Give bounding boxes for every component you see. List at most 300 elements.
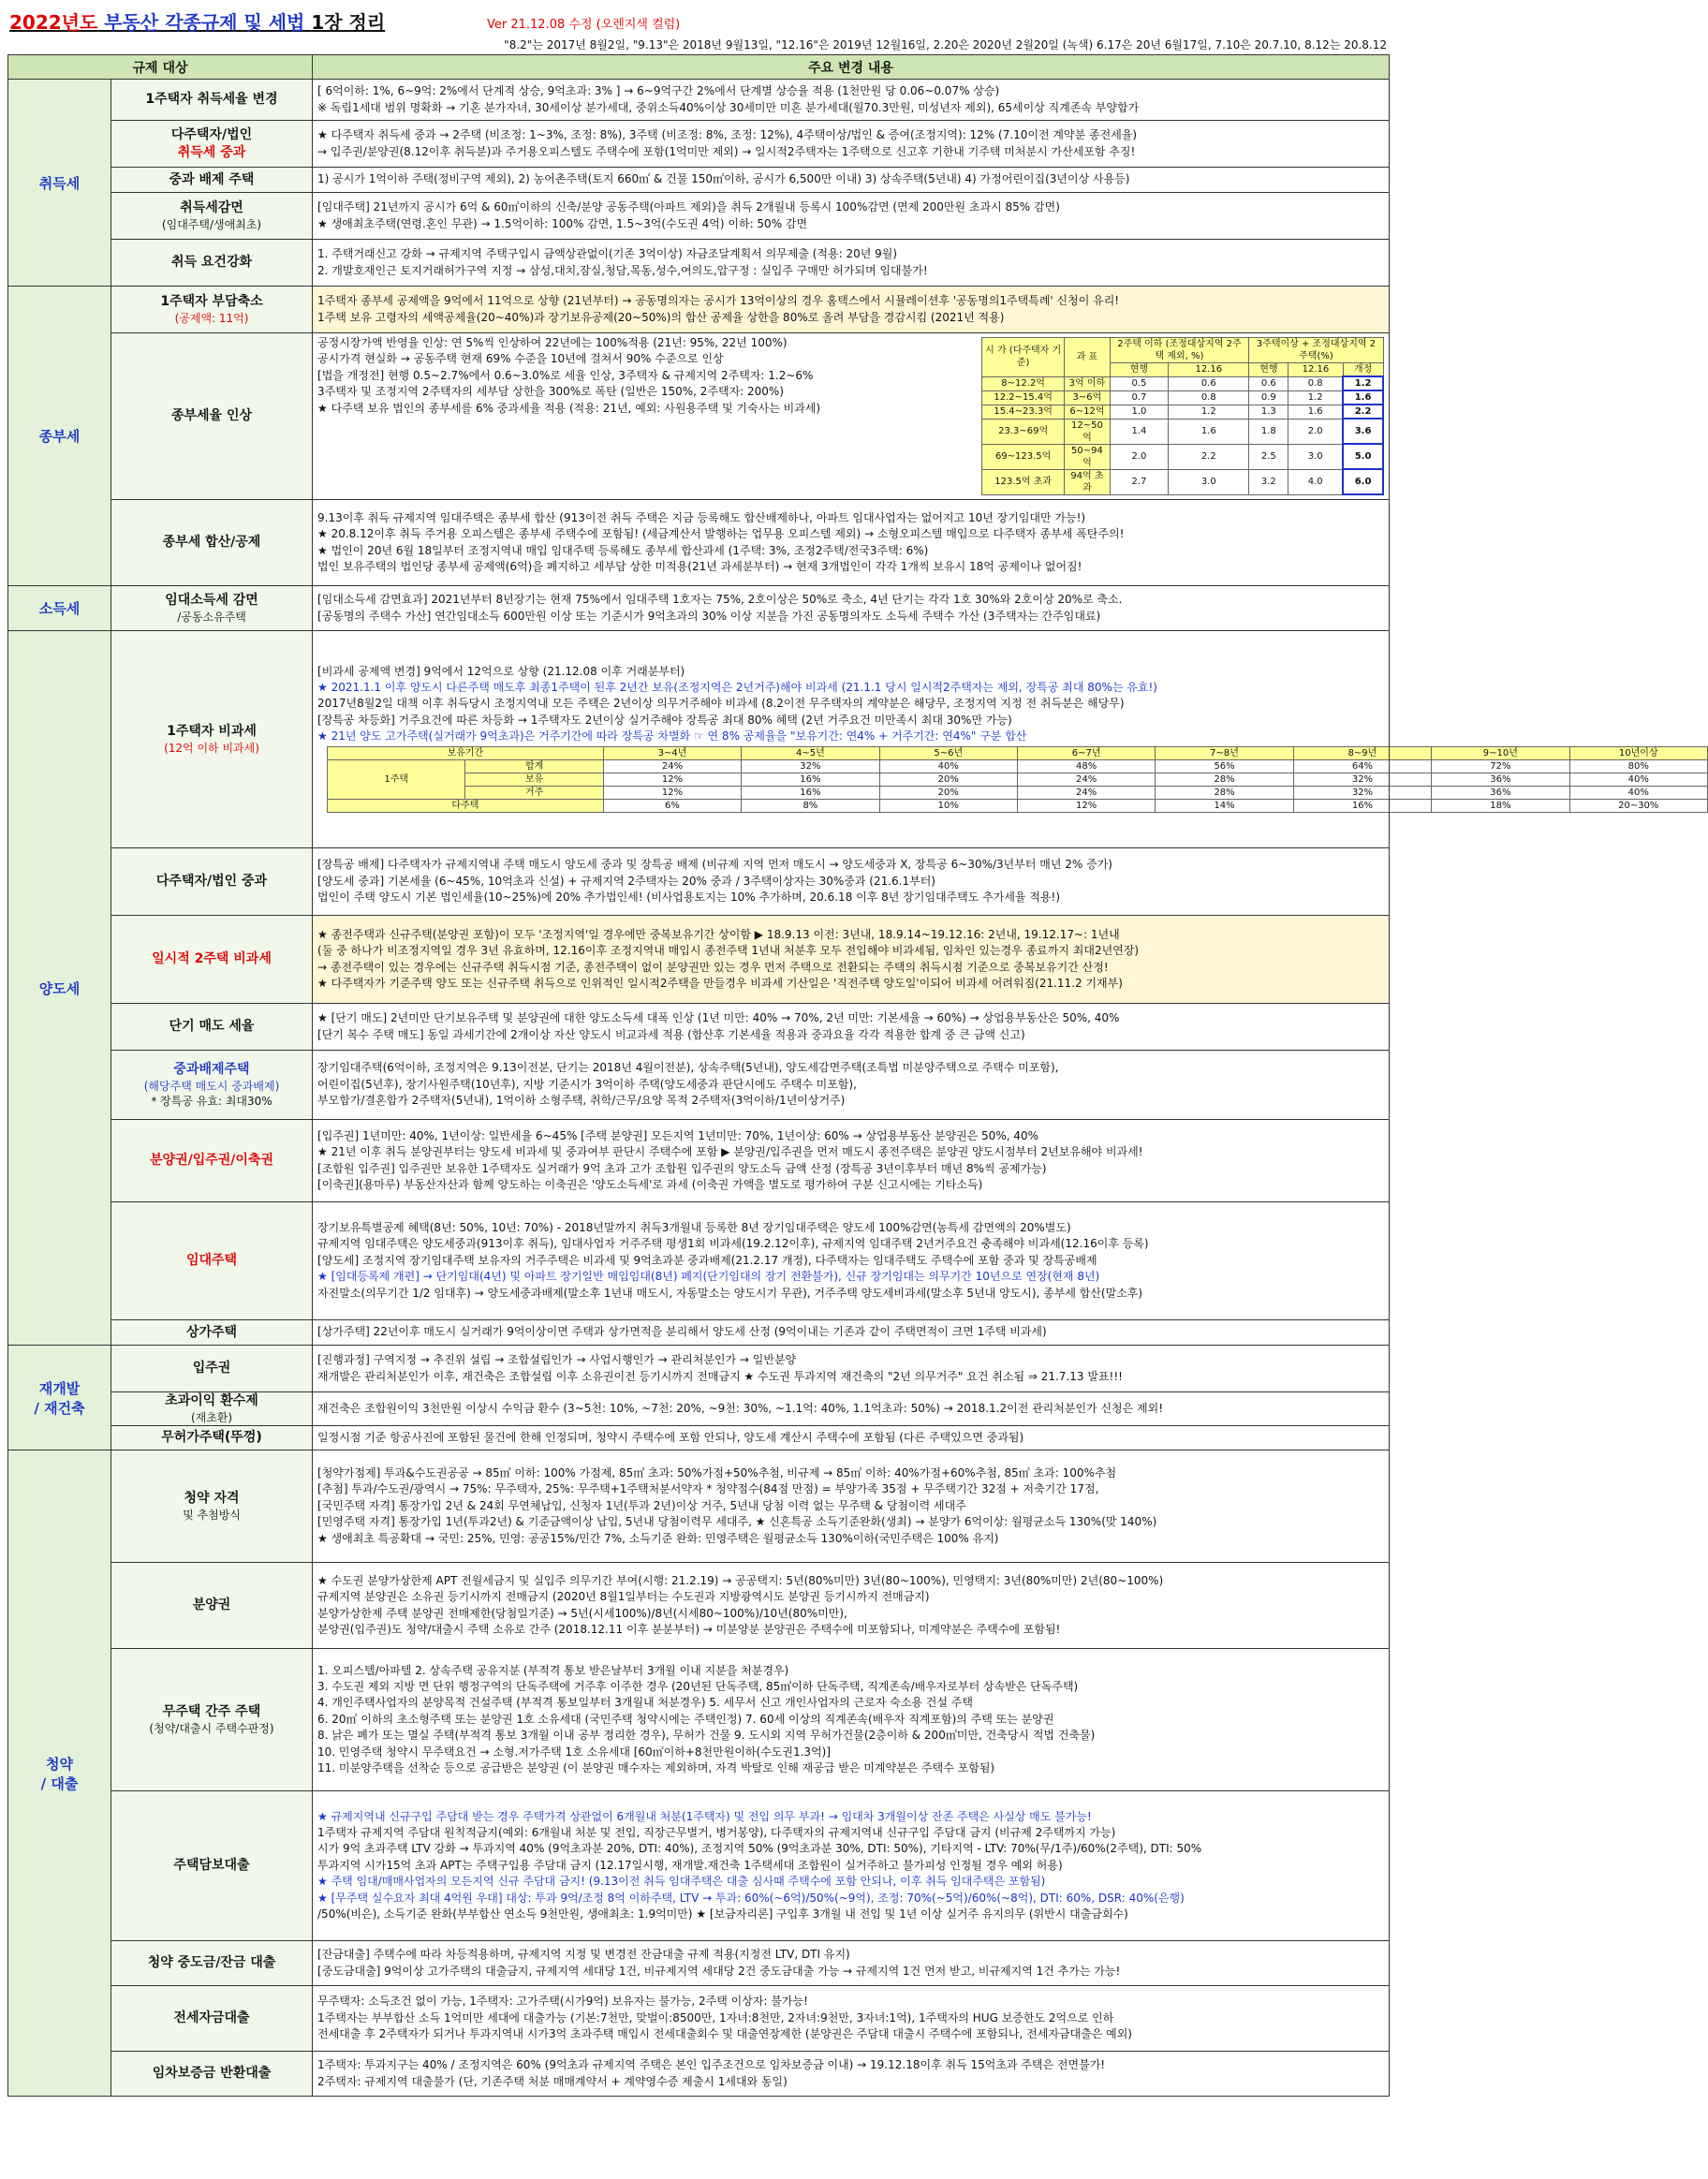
content-line: 규제지역 임대주택은 양도세중과(913이후 취득), 임대사업자 거주주택 평생1회 비과세(19.2.12이후), 규제지역 임대주택 2년거주요건 충족해야 비과세(12.16이후 등록) xyxy=(317,1237,1149,1251)
row-target-name: 무주택 간주 주택 xyxy=(162,1704,261,1720)
table-cell: 3억 이하 xyxy=(1065,376,1110,390)
col-content: 주요 변경 내용 xyxy=(313,55,1390,80)
content-line: 1주택자는 부부합산 소득 1억미만 세대에 대출가능 (기본:7천만, 맞벌이:8500만, 1자녀:8천만, 2자녀:9천만, 3자녀:1억), 1주택자의 HUG 보증한도 2억으로 인하 xyxy=(317,2010,1114,2024)
table-cell: 3.2 xyxy=(1249,469,1288,494)
row-target-name: 일시적 2주택 비과세 xyxy=(152,951,272,967)
content-line: ★ 21년 이후 취득 분양권부터는 양도세 비과세 및 중과여부 판단시 주택수에 포함 ▶ 분양권/입주권을 먼저 매도시 종전주택은 분양권 양도시점부터 2년보유해야 비과세! xyxy=(317,1145,1143,1159)
table-cell: 40% xyxy=(879,760,1017,773)
row-target-name: 청약 중도금/잔금 대출 xyxy=(147,1955,276,1971)
table-cell: 12% xyxy=(603,773,741,787)
row-target-sub: (재초환) xyxy=(190,1410,233,1424)
row-content xyxy=(313,333,1390,500)
table-cell: 0.6 xyxy=(1169,376,1249,390)
table-cell: 4~5년 xyxy=(742,747,879,760)
row-content xyxy=(313,1202,1390,1320)
table-cell: 3~6억 xyxy=(1065,390,1110,405)
table-cell: 보유기간 xyxy=(328,747,604,760)
content-line: 1. 주택거래신고 강화 → 규제지역 주택구입시 금액상관없이(기존 3억이상) 자금조달계획서 의무제출 (적용: 20년 9월) xyxy=(317,247,898,261)
table-cell: 합계 xyxy=(465,760,603,773)
table-cell: 0.6 xyxy=(1249,376,1288,390)
table-cell: 3주택이상 + 조정대상지역 2주택(%) xyxy=(1249,338,1383,363)
category-acq: 취득세 xyxy=(8,80,111,287)
row-content xyxy=(313,1392,1390,1426)
table-cell: 1.4 xyxy=(1110,419,1169,444)
content-line: ★ [무주택 실수요자 최대 4억원 우대] 대상: 투과 9억/조정 8억 이하주택, LTV → 투과: 60%(~6억)/50%(~9억), 조정: 70%(~5억)/60%(~8억), DTI: 60%, DSR: 40%(은행) xyxy=(317,1891,1185,1905)
row-content xyxy=(313,193,1390,240)
table-cell: 32% xyxy=(1293,787,1431,800)
content-line: 1) 공시가 1억이하 주택(정비구역 제외), 2) 농어촌주택(토지 660㎡ & 건물 150㎡이하, 공시가 6,500만 이내) 3) 상속주택(5년내) 4) 가정어린이집(3년이상 사용등) xyxy=(317,172,1130,186)
content-line: [장특공 배제] 다주택자가 규제지역내 주택 매도시 양도세 중과 및 장특공 배제 (비규제 지역 먼저 매도시 → 양도세중과 X, 장특공 6~30%/3년부터 매년 2% 증가) xyxy=(317,858,1112,872)
table-cell: 개정 xyxy=(1343,363,1383,377)
content-line: 일정시점 기준 항공사진에 포함된 물건에 한해 인정되며, 청약시 주택수에 포함 안되나, 양도세 계산시 주택수에 포함됨 (다른 주택있으면 중과됨) xyxy=(317,1430,1024,1444)
table-cell: 94억 초과 xyxy=(1065,469,1110,494)
content-line: ★ 수도권 분양가상한제 APT 전월세금지 및 실입주 의무기간 부여(시행: 21.2.19) → 공공택지: 5년(80%미만) 3년(80~100%), 민영택지: 3년(80%미만) 2년(80~100%) xyxy=(317,1573,1164,1587)
row-target xyxy=(111,1120,313,1202)
row-target-name: 종부세율 인상 xyxy=(170,408,253,424)
table-cell: 6.0 xyxy=(1343,469,1383,494)
title-tail: 1장 정리 xyxy=(311,11,386,34)
title-main: 부동산 각종규제 및 세법 xyxy=(97,11,312,34)
table-cell: 2.0 xyxy=(1110,444,1169,469)
content-line: [양도세] 조정지역 장기임대주택 보유자의 거주주택은 비과세 및 9억초과분 중과배제(21.2.17 개정), 다주택자는 임대주택도 주택수에 포함 중과 및 장특공배제 xyxy=(317,1253,1097,1267)
content-line: 1주택 보유 고령자의 세액공제율(20~40%)과 장기보유공제(20~50%)의 합산 공제율 상한을 80%로 올려 부담을 경감시킴 (2021년 적용) xyxy=(317,310,1005,324)
table-cell: 0.7 xyxy=(1110,390,1169,405)
content-line: 3주택자 및 조정지역 2주택자의 세부담 상한을 300%로 폭탄 (일반은 150%, 2주택자: 200%) xyxy=(317,385,785,399)
table-cell: 1.0 xyxy=(1110,405,1169,419)
table-cell: 9~10년 xyxy=(1432,747,1569,760)
table-cell: 24% xyxy=(603,760,741,773)
content-line: [ 6억이하: 1%, 6~9억: 2%에서 단계적 상승, 9억초과: 3% ] → 6~9억구간 2%에서 단계별 상승율 적용 (1천만원 당 0.06~0.07% 상승) xyxy=(317,84,1000,98)
content-line: 1주택자 종부세 공제액을 9억에서 11억으로 상향 (21년부터) → 공동명의자는 공시가 13억이상의 경우 홈택스에서 시뮬레이션후 '공동명의1주택특례' 신청이 유리! xyxy=(317,294,1120,308)
table-cell: 1.6 xyxy=(1169,419,1249,444)
page-title xyxy=(9,7,385,35)
row-content xyxy=(313,1649,1390,1791)
table-cell: 5~6년 xyxy=(879,747,1017,760)
row-target-name: 다주택자/법인 중과 xyxy=(155,874,268,890)
table-cell: 1주택 xyxy=(328,760,465,800)
content-line: [이축권](용마루) 부동산자산과 함께 양도하는 이축권은 '양도소득세'로 과세 (이축권 가액을 별도로 평가하여 구분 신고시에는 기타소득) xyxy=(317,1177,983,1191)
row-target-name: 분양권 xyxy=(192,1597,231,1613)
row-content xyxy=(313,1120,1390,1202)
content-line: 재건축은 조합원이익 3천만원 이상시 수익금 환수 (3~5천: 10%, ~7천: 20%, ~9천: 30%, ~1.1억: 40%, 1.1억초과: 50%) → 2018.1.2이전 관리처분인가 신청은 제외! xyxy=(317,1401,1164,1415)
row-target xyxy=(111,1346,313,1392)
table-cell: 23.3~69억 xyxy=(982,419,1065,444)
row-content xyxy=(313,916,1390,1004)
row-content xyxy=(313,1450,1390,1563)
content-line: [비과세 공제액 변경] 9억에서 12억으로 상향 (21.12.08 이후 거래분부터) xyxy=(317,664,685,678)
content-line: ★ 규제지역내 신규구입 주담대 받는 경우 주택가격 상관없이 6개월내 처분(1주택자) 및 전입 의무 부과! → 임대차 3개월이상 잔존 주택은 사실상 매도 불가능! xyxy=(317,1809,1092,1823)
content-line: ★ 법인이 20년 6월 18일부터 조정지역내 매입 임대주택 등록해도 종부세 합산과세 (1주택: 3%, 조정2주택/전국3주택: 6%) xyxy=(317,543,929,557)
table-row xyxy=(8,1791,1390,1941)
table-header xyxy=(8,55,1390,80)
row-target xyxy=(111,1450,313,1563)
col-target: 규제 대상 xyxy=(8,55,313,80)
table-cell: 18% xyxy=(1432,800,1569,813)
row-target-name: 1주택자 취득세율 변경 xyxy=(145,92,278,108)
content-line: ★ 종전주택과 신규주택(분양권 포함)이 모두 '조정지역'일 경우에만 중복보유기간 상이함 ▶ 18.9.13 이전: 3년내, 18.9.14~19.12.16: 2년내, 19.12.17~: 1년내 xyxy=(317,927,1120,941)
table-cell: 1.6 xyxy=(1288,405,1343,419)
table-cell: 2.2 xyxy=(1169,444,1249,469)
table-cell: 12.16 xyxy=(1169,363,1249,377)
content-line: [조합원 입주권] 입주권만 보유한 1주택자도 실거래가 9억 초과 고가 조합원 입주권의 양도소득 금액 산정 (장특공 3년이후부터 매년 8%씩 공제가능) xyxy=(317,1161,1047,1175)
content-line: [임대소득세 감면효과] 2021년부터 8년장기는 현재 75%에서 임대주택 1호자는 75%, 2호이상은 50%로 축소, 4년 단기는 각각 1호 30%와 2호이상 20%로 축소. xyxy=(317,593,1123,607)
table-cell: 4.0 xyxy=(1288,469,1343,494)
category-redev: 재개발 / 재건축 xyxy=(8,1346,111,1450)
row-target xyxy=(111,848,313,916)
table-cell: 20% xyxy=(879,773,1017,787)
row-content xyxy=(313,586,1390,631)
row-target-sub: 및 추첨방식 xyxy=(183,1508,241,1522)
content-line: 3. 수도권 제외 지방 면 단위 행정구역의 단독주택에 거주후 이주한 경우 (20년된 단독주택, 85㎡이하 단독주택, 직계존속/배우자로부터 상속받은 단독주택) xyxy=(317,1680,1079,1694)
content-line: 어린이집(5년후), 장기사원주택(10년후), 지방 기준시가 3억이하 주택(양도세중과 판단시에도 주택수 미포함), xyxy=(317,1077,857,1091)
row-target xyxy=(111,1320,313,1346)
row-content xyxy=(313,1004,1390,1051)
content-line: 2주택자: 규제지역 대출불가 (단, 기존주택 처분 매매계약서 + 계약영수증 제출시 1세대와 동일) xyxy=(317,2074,788,2088)
table-cell: 36% xyxy=(1432,787,1569,800)
row-target xyxy=(111,916,313,1004)
table-cell: 32% xyxy=(742,760,879,773)
category-comp: 종부세 xyxy=(8,287,111,586)
title-year: 2022년도 xyxy=(9,11,98,34)
table-cell: 16% xyxy=(742,787,879,800)
row-target-name: 취득 요건강화 xyxy=(170,255,253,271)
row-target-sub: (청약/대출시 주택수판정) xyxy=(149,1721,274,1735)
table-cell: 8~9년 xyxy=(1293,747,1431,760)
table-row xyxy=(8,1986,1390,2052)
content-line: [중도금대출] 9억이상 고가주택의 대출금지, 규제지역 세대당 1건, 비규제지역 세대당 2건 중도금대출 가능 → 규제지역 1건 먼저 받고, 비규제지역 1건 추가는 가능! xyxy=(317,1964,1121,1978)
content-line: 자진말소(의무기간 1/2 임대후) → 양도세중과배제(말소후 1년내 매도시, 자동말소는 양도시기 무관), 거주주택 양도세비과세(말소후 5년내 양도시), 종부세 합산(말소후) xyxy=(317,1286,1143,1300)
row-target-name: 분양권/입주권/이축권 xyxy=(150,1153,273,1169)
row-target xyxy=(111,1649,313,1791)
version-note: Ver 21.12.08 수정 (오렌지색 컬럼) xyxy=(487,18,681,32)
row-content xyxy=(313,1563,1390,1649)
content-line: [양도세 중과] 기본세율 (6~45%, 10억초과 신설) + 규제지역 2주택자는 20% 중과 / 3주택이상자는 30%중과 (21.6.1부터) xyxy=(317,874,935,888)
content-line: 투과지역 시가15억 초과 APT는 주택구입용 주담대 금지 (12.17일시행, 재개발.재건축 1주택세대 조합원이 실거주하고 불가피성 인정될 경우 예외 허용) xyxy=(317,1858,1063,1872)
category-loan: 청약 / 대출 xyxy=(8,1450,111,2097)
content-line: 규제지역 분양권은 소유권 등기시까지 전매금지 (2020년 8월1일부터는 수도권과 지방광역시도 분양권 등기시까지 전매금지) xyxy=(317,1590,930,1604)
content-line: ★ 다주택자가 기준주택 양도 또는 신규주택 취득으로 인위적인 일시적2주택을 만들경우 비과세 기산일은 '직전주택 양도일'이되어 비과세 어려워짐(21.11.2 기재부) xyxy=(317,976,1123,990)
row-target xyxy=(111,240,313,287)
row-content xyxy=(313,287,1390,333)
content-line: [진행과정] 구역지정 → 추진위 설립 → 조합설립인가 → 사업시행인가 → 관리처분인가 → 일반분양 xyxy=(317,1353,797,1367)
content-line: [입주권] 1년미만: 40%, 1년이상: 일반세율 6~45% [주택 분양권] 모든지역 1년미만: 70%, 1년이상: 60% → 상업용부동산 분양권은 50%, 40% xyxy=(317,1128,1039,1142)
row-target xyxy=(111,1202,313,1320)
content-line: [단기 복수 주택 매도] 동일 과세기간에 2개이상 자산 양도시 비교과세 적용 (합산후 기본세율 적용과 중과요율 각각 적용한 합계 중 큰 금액 신고) xyxy=(317,1027,1025,1041)
content-line: [장특공 차등화] 거주요건에 따른 차등화 → 1주택자도 2년이상 실거주해야 장특공 최대 80% 혜택 (2년 거주요건 미만족시 최대 30%만 가능) xyxy=(317,713,1012,727)
table-cell: 12~50억 xyxy=(1065,419,1110,444)
table-cell: 7~8년 xyxy=(1156,747,1293,760)
content-line: 공시가격 현실화 → 공동주택 현재 69% 수준을 10년에 걸쳐서 90% 수준으로 인상 xyxy=(317,352,724,366)
content-line: ★ 다주택자 취득세 중과 → 2주택 (비조정: 1~3%, 조정: 8%), 3주택 (비조정: 8%, 조정: 12%), 4주택이상/법인 & 증여(조정지역): 12% (7.10이전 계약분 종전세율) xyxy=(317,128,1138,142)
row-content xyxy=(313,500,1390,586)
table-cell: 12.16 xyxy=(1288,363,1343,377)
table-cell: 15.4~23.3억 xyxy=(982,405,1065,419)
row-target xyxy=(111,1004,313,1051)
header xyxy=(7,6,1389,34)
table-row xyxy=(8,1426,1390,1450)
row-content xyxy=(313,631,1659,848)
content-line: 분양권(입주권)도 청약/대출시 주택 소유로 간주 (2018.12.11 이후 분분부터) → 미분양분 분양권은 주택수에 미포함되나, 미계약분은 주택수에 포함됨! xyxy=(317,1622,1061,1636)
row-target xyxy=(111,500,313,586)
table-cell: 6~7년 xyxy=(1017,747,1155,760)
table-cell: 현행 xyxy=(1249,363,1288,377)
table-cell: 16% xyxy=(742,773,879,787)
row-target xyxy=(111,1986,313,2052)
row-target xyxy=(111,193,313,240)
row-content xyxy=(313,2052,1390,2097)
regulation-table xyxy=(7,54,1659,2097)
content-line: [법을 개정전] 현행 0.5~2.7%에서 0.6~3.0%로 세율 인상, 3주택자 & 규제지역 2주택자: 1.2~6% xyxy=(317,368,814,382)
table-cell: 2.2 xyxy=(1343,405,1383,419)
row-content xyxy=(313,848,1390,916)
table-cell: 3.0 xyxy=(1288,444,1343,469)
table-cell: 1.6 xyxy=(1343,390,1383,405)
row-target-name: 중과 배제 주택 xyxy=(169,171,255,187)
table-cell: 2주택 이하 (조정대상지역 2주택 제외, %) xyxy=(1110,338,1249,363)
table-cell: 3.0 xyxy=(1169,469,1249,494)
row-content xyxy=(313,121,1390,168)
row-target-name: 종부세 합산/공제 xyxy=(162,535,261,551)
table-cell: 시 가 (다주택자 기준) xyxy=(982,338,1065,377)
content-line: [국민주택 자격] 통장가입 2년 & 24회 무연체납입, 신청자 1년(투과 2년)이상 거주, 5년내 당첨 이력 없는 무주택 & 당첨이력 세대주 xyxy=(317,1498,966,1512)
table-cell: 0.5 xyxy=(1110,376,1169,390)
row-target xyxy=(111,1941,313,1986)
content-line: [추첨] 투과/수도권/광역시 → 75%: 무주택자, 25%: 무주택+1주택처분서약자 * 청약점수(84점 만점) = 부양가족 35점 + 무주택기간 32점 + 저축기간 17점, xyxy=(317,1482,1099,1496)
table-row xyxy=(8,1202,1390,1320)
content-line: 장기임대주택(6억이하, 조정지역은 9.13이전분, 단기는 2018년 4월이전분), 상속주택(5년내), 양도세감면주택(조특법 미분양주택으로 주택수 미포함), xyxy=(317,1061,1059,1075)
row-target-name: 상가주택 xyxy=(185,1324,238,1340)
content-line: 부모합가/결혼합가 2주택자(5년내), 1억이하 소형주택, 취학/근무/요양 목적 2주택자(3억이하/1년이상거주) xyxy=(317,1094,846,1108)
content-line: ★ 2021.1.1 이후 양도시 다른주택 매도후 최종1주택이 된후 2년간 보유(조정지역은 2년거주)해야 비과세 (21.1.1 당시 일시적2주택자는 제외, 장특공 최대 80%는 유효!) xyxy=(317,680,1157,694)
row-target-sub: /공동소유주택 xyxy=(177,610,246,624)
content-line: [임대주택] 21년까지 공시가 6억 & 60㎡이하의 신축/분양 공동주택(아파트 제외)을 취득 2개월내 등록시 100%감면 (면제 200만원 초과시 85% 감면) xyxy=(317,200,1060,214)
row-content xyxy=(313,1791,1390,1941)
row-target-name: 단기 매도 세율 xyxy=(169,1019,255,1035)
content-line: 1. 오피스텔/아파텔 2. 상속주택 공유지분 (부적격 통보 받은날부터 3개월 이내 지분을 처분경우) xyxy=(317,1663,789,1677)
table-row xyxy=(8,333,1390,500)
row-target xyxy=(111,1051,313,1120)
table-cell: 다주택 xyxy=(328,800,604,813)
comp-tax-rate-table xyxy=(981,337,1384,495)
content-line: 공정시장가액 반영율 인상: 연 5%씩 인상하여 22년에는 100%적용 (21년: 95%, 22년 100%) xyxy=(317,336,788,349)
table-cell: 28% xyxy=(1156,787,1293,800)
table-row xyxy=(8,2052,1390,2097)
content-line: 법인이 주택 양도시 기본 법인세율(10~25%)에 20% 추가법인세! (비사업용토지는 10% 추가하며, 20.6.18 이후 8년 장기임대주택도 추가세율 적용!) xyxy=(317,891,1060,905)
table-row xyxy=(8,1392,1390,1426)
row-target-name: 1주택자 비과세 xyxy=(167,723,257,739)
table-row xyxy=(8,631,1390,848)
content-line: 11. 미분양주택을 선착순 등으로 공급받은 분양권 (이 분양권 매수자는 제외하며, 자격 박탈로 인해 재공급 받은 미계약분은 주택수 포함됨) xyxy=(317,1761,995,1775)
content-line: [공동명의 주택수 가산] 연간임대소득 600만원 이상 또는 기준시가 9억초과의 30% 이상 지분을 가진 공동명의자도 소득세 주택수 가산 (3주택자는 간주임대료) xyxy=(317,609,1101,623)
table-cell: 40% xyxy=(1569,787,1707,800)
content-line: [청약가점제] 투과&수도권공공 → 85㎡ 이하: 100% 가점제, 85㎡ 초과: 50%가점+50%추첨, 비규제 → 85㎡ 이하: 40%가점+60%추첨, 85㎡ 초과: 100%추첨 xyxy=(317,1466,1117,1480)
table-cell: 16% xyxy=(1293,800,1431,813)
row-target-name: 1주택자 부담축소 xyxy=(160,293,263,309)
content-line: 장기보유특별공제 혜택(8년: 50%, 10년: 70%) - 2018년말까지 취득3개월내 등록한 8년 장기임대주택은 양도세 100%감면(농특세 감면액의 20%별도) xyxy=(317,1221,1071,1235)
table-row xyxy=(8,193,1390,240)
table-cell: 2.0 xyxy=(1288,419,1343,444)
content-line: [상가주택] 22년이후 매도시 실거래가 9억이상이면 주택과 상가면적을 분리해서 양도세 산정 (9억이내는 기존과 같이 주택면적이 크면 1주택 비과세) xyxy=(317,1325,1047,1339)
content-line: ★ 생애최초 특공확대 → 국민: 25%, 민영: 공공15%/민간 7%, 소득기준 완화: 민영주택은 월평균소득 130%이하(국민주택은 100% 유지) xyxy=(317,1531,999,1545)
row-target-sub: (공제액: 11억) xyxy=(174,311,249,325)
row-content xyxy=(313,240,1390,287)
row-target-note: * 장특공 유효: 최대30% xyxy=(151,1094,272,1108)
row-target xyxy=(111,1563,313,1649)
table-row xyxy=(8,1941,1390,1986)
row-target xyxy=(111,121,313,168)
ltsd-rate-table xyxy=(327,746,1708,813)
row-target xyxy=(111,1426,313,1450)
table-cell: 24% xyxy=(1017,773,1155,787)
content-line: ※ 독립1세대 범위 명확화 → 기혼 분가자녀, 30세이상 분가세대, 중위소득40%이상 30세미만 미혼 분가세대(월70.3만원, 미성년자 제외), 65세이상 직계존속 부양합가 xyxy=(317,100,1140,114)
row-target xyxy=(111,168,313,193)
table-row xyxy=(8,1563,1390,1649)
category-cg: 양도세 xyxy=(8,631,111,1346)
table-cell: 1.8 xyxy=(1249,419,1288,444)
row-content xyxy=(313,1346,1390,1392)
table-cell: 1.2 xyxy=(1343,376,1383,390)
content-line: 2. 개발호재인근 토지거래허가구역 지정 → 삼성,대치,잠실,청담,목동,성수,여의도,압구정 : 실입주 구매만 허가되며 임대불가! xyxy=(317,263,928,277)
table-row xyxy=(8,1120,1390,1202)
content-line: 8. 낡은 폐가 또는 멸실 주택(부적격 통보 3개월 이내 공부 정리한 경우), 무허가 건물 9. 도시외 지역 무허가건물(2층이하 & 200㎡미만, 건축당시 적법 건축물) xyxy=(317,1729,1096,1743)
table-cell: 20~30% xyxy=(1569,800,1707,813)
row-target xyxy=(111,287,313,333)
table-row xyxy=(8,121,1390,168)
content-line: 무주택자: 소득조건 없이 가능, 1주택자: 고가주택(시가9억) 보유자는 불가능, 2주택 이상자: 불가능! xyxy=(317,1995,808,2009)
table-cell: 64% xyxy=(1293,760,1431,773)
row-content xyxy=(313,1986,1390,2052)
table-row xyxy=(8,240,1390,287)
row-content xyxy=(313,1426,1390,1450)
row-target-name: 다주택자/법인 xyxy=(170,126,253,142)
row-target-name: 임대주택 xyxy=(185,1253,238,1269)
table-cell: 1.3 xyxy=(1249,405,1288,419)
content-line: /50%(비은), 소득기준 완화(부부합산 연소득 9천만원, 생애최초: 1.9억미만) ★ [보금자리론] 구입후 3개월 내 전입 및 1년 이상 실거주 유지의무 (위반시 대출금회수) xyxy=(317,1907,1128,1921)
table-cell: 0.9 xyxy=(1249,390,1288,405)
table-row xyxy=(8,1051,1390,1120)
table-cell: 40% xyxy=(1569,773,1707,787)
table-row xyxy=(8,916,1390,1004)
content-line: 시가 9억 초과주택 LTV 강화 → 투과지역 40% (9억초과분 20%, DTI: 40%), 조정지역 50% (9억초과분 30%, DTI: 50%), 기타지역 - LTV: 70%(무/1주)/60%(2주택), DTI: 50% xyxy=(317,1842,1202,1856)
table-cell: 10% xyxy=(879,800,1017,813)
table-cell: 24% xyxy=(1017,787,1155,800)
table-row xyxy=(8,1649,1390,1791)
row-target-sub: 취득세 중과 xyxy=(177,144,246,160)
row-target xyxy=(111,2052,313,2097)
row-content xyxy=(313,80,1390,121)
content-line: 10. 민영주택 청약시 무주택요건 → 소형.저가주택 1호 소유세대 [60㎡이하+8천만원이하(수도권1.3억)] xyxy=(317,1745,832,1759)
table-cell: 56% xyxy=(1156,760,1293,773)
content-line: ★ 21년 양도 고가주택(실거래가 9억초과)은 거주기간에 따라 장특공 차별화 ☞ 연 8% 공제율을 "보유기간: 연4% + 거주기간: 연4%" 구분 합산 xyxy=(317,729,1027,744)
table-cell: 72% xyxy=(1432,760,1569,773)
row-target xyxy=(111,1392,313,1426)
table-cell: 2.7 xyxy=(1110,469,1169,494)
row-target xyxy=(111,631,313,848)
row-target-name: 전세자금대출 xyxy=(173,2010,250,2026)
content-line: 전세대출 후 2주택자가 되거나 투과지역내 시가3억 초과주택 매입시 전세대출회수 및 대출연장제한 (분양권은 주담대 대출시 주택수에 포함되나, 전세자금대출은 예외) xyxy=(317,2027,1132,2041)
table-row xyxy=(8,168,1390,193)
table-cell: 현행 xyxy=(1110,363,1169,377)
table-cell: 123.5억 초과 xyxy=(982,469,1065,494)
table-cell: 28% xyxy=(1156,773,1293,787)
table-cell: 1.2 xyxy=(1169,405,1249,419)
category-inc: 소득세 xyxy=(8,586,111,631)
table-cell: 보유 xyxy=(465,773,603,787)
table-row xyxy=(8,586,1390,631)
table-cell: 12% xyxy=(1017,800,1155,813)
row-target-name: 취득세감면 xyxy=(180,199,243,215)
table-row xyxy=(8,287,1390,333)
content-line: 재개발은 관리처분인가 이후, 재건축은 조합설립 이후 소유권이전 등기시까지 전매금지 ★ 수도권 투과지역 재건축의 "2년 의무거주" 요건 취소됨 ⇒ 21.7.13 발표!!! xyxy=(317,1369,1123,1383)
document xyxy=(7,6,1659,2173)
row-target-sub: (임대주택/생애최초) xyxy=(161,217,262,231)
content-line: 6. 20㎡ 이하의 초소형주택 또는 분양권 1호 소유세대 (국민주택 청약시에는 주택인정) 7. 60세 이상의 직계존속(배우자 직계포함)의 주택 또는 분양권 xyxy=(317,1712,1054,1726)
row-content xyxy=(313,168,1390,193)
content-line: ★ 생애최초주택(연령.혼인 무관) → 1.5억이하: 100% 감면, 1.5~3억(수도권 4억) 이하: 50% 감면 xyxy=(317,216,808,230)
table-row xyxy=(8,500,1390,586)
table-cell: 2.5 xyxy=(1249,444,1288,469)
content-line: 2017년8월2일 대책 이후 취득당시 조정지역내 모든 주택은 2년이상 의무거주해야 비과세 (8.2이전 무주택자의 계약분은 해당무, 조정지역 지정 전 취득분은 해당무) xyxy=(317,697,1125,711)
table-cell: 6% xyxy=(603,800,741,813)
content-line: ★ 다주택 보유 법인의 종부세를 6% 중과세율 적용 (적용: 21년, 예외: 사원용주택 및 기숙사는 비과세) xyxy=(317,401,821,415)
table-cell: 20% xyxy=(879,787,1017,800)
table-row xyxy=(8,80,1390,121)
table-cell: 80% xyxy=(1569,760,1707,773)
content-line: [민영주택 자격] 통장가입 1년(투과2년) & 기준금액이상 납입, 5년내 당첨이력무 세대주, ★ 신혼특공 소득기준완화(생최) → 분양가 6억이상: 월평균소득 130%(맞 140%) xyxy=(317,1515,1157,1529)
content-line: 법인 보유주택의 법인당 종부세 공제액(6억)을 폐지하고 세부담 상한 미적용(21년 과세분부터) → 현재 3개법인이 각각 1개씩 보유시 18억 공제이나 없어짐! xyxy=(317,559,1082,573)
row-target-sub: (해당주택 매도시 중과배제) xyxy=(143,1079,280,1093)
row-target-name: 주택담보대출 xyxy=(173,1858,250,1874)
table-row xyxy=(8,1004,1390,1051)
content-line: → 종전주택이 있는 경우에는 신규주택 취득시점 기준, 종전주택이 없이 분양권만 있는 경우 먼저 주택으로 전환되는 주택의 취득시점 기준으로 중복보유기간 산정! xyxy=(317,960,1109,974)
content-line: ★ [단기 매도] 2년미만 단기보유주택 및 분양권에 대한 양도소득세 대폭 인상 (1년 미만: 40% → 70%, 2년 미만: 기본세율 → 60%) → 상업용부동산은 50%, 40% xyxy=(317,1011,1120,1025)
row-target-name: 임차보증금 반환대출 xyxy=(152,2066,272,2082)
table-cell: 50~94억 xyxy=(1065,444,1110,469)
row-target-name: 입주권 xyxy=(192,1361,231,1377)
content-line: ★ 20.8.12이후 취득 주거용 오피스텔은 종부세 주택수에 포함됨! (세금계산서 발행하는 업무용 오피스텔 제외) → 소형오피스텔 매입으로 다주택자 종부세 폭탄주의! xyxy=(317,527,1125,541)
content-line: ★ [임대등록제 개편] → 단기임대(4년) 및 아파트 장기일반 매입임대(8년) 폐지(단기임대의 장기 전환불가), 신규 장기임대는 의무기간 10년으로 연장(현재 8년) xyxy=(317,1270,1100,1284)
row-content xyxy=(313,1051,1390,1120)
table-cell: 48% xyxy=(1017,760,1155,773)
row-target-name: 중과배제주택 xyxy=(173,1061,250,1077)
table-cell: 69~123.5억 xyxy=(982,444,1065,469)
table-cell: 10년이상 xyxy=(1569,747,1707,760)
table-cell: 8~12.2억 xyxy=(982,376,1065,390)
content-line: → 입주권/분양권(8.12이후 취득분)과 주거용오피스텔도 주택수에 포함(1억미만 제외) → 일시적2주택자는 1주택으로 신고후 기한내 기주택 미처분시 가산세포함 추징! xyxy=(317,144,1136,158)
table-cell: 0.8 xyxy=(1288,376,1343,390)
row-target-name: 임대소득세 감면 xyxy=(165,592,258,608)
content-line: ★ 주택 임대/매매사업자의 모든지역 신규 주담대 금지! (9.13이전 취득 임대주택은 대출 심사때 주택수에 포함 안되나, 이후 취득 임대주택은 포함됨) xyxy=(317,1875,1046,1889)
row-content xyxy=(313,1941,1390,1986)
table-cell: 1.2 xyxy=(1288,390,1343,405)
row-target-name: 청약 자격 xyxy=(184,1491,240,1507)
content-line: 분양가상한제 주택 분양권 전매제한(당첨일기준) → 5년(시세100%)/8년(시세80~100%)/10년(80%미만), xyxy=(317,1606,847,1620)
content-line: 1주택자: 투과지구는 40% / 조정지역은 60% (9억초과 규제지역 주택은 본인 입주조건으로 임차보증금 이내) → 19.12.18이후 취득 15억초과 주택은 전면불가! xyxy=(317,2058,1106,2072)
table-cell: 32% xyxy=(1293,773,1431,787)
table-cell: 6~12억 xyxy=(1065,405,1110,419)
table-cell: 12% xyxy=(603,787,741,800)
table-row xyxy=(8,1450,1390,1563)
table-row xyxy=(8,1346,1390,1392)
table-row xyxy=(8,848,1390,916)
table-cell: 36% xyxy=(1432,773,1569,787)
table-cell: 과 표 xyxy=(1065,338,1110,377)
row-target-sub: (12억 이하 비과세) xyxy=(164,741,259,755)
content-line: 1주택자 규제지역 주담대 원칙적금지(예외: 6개월내 처분 및 전입, 직장근무별거, 병거봉양), 다주택자의 규제지역내 신규구입 주담대 금지 (비규제 2주택까지 가능) xyxy=(317,1826,1116,1840)
table-cell: 12.2~15.4억 xyxy=(982,390,1065,405)
table-cell: 8% xyxy=(742,800,879,813)
table-cell: 5.0 xyxy=(1343,444,1383,469)
